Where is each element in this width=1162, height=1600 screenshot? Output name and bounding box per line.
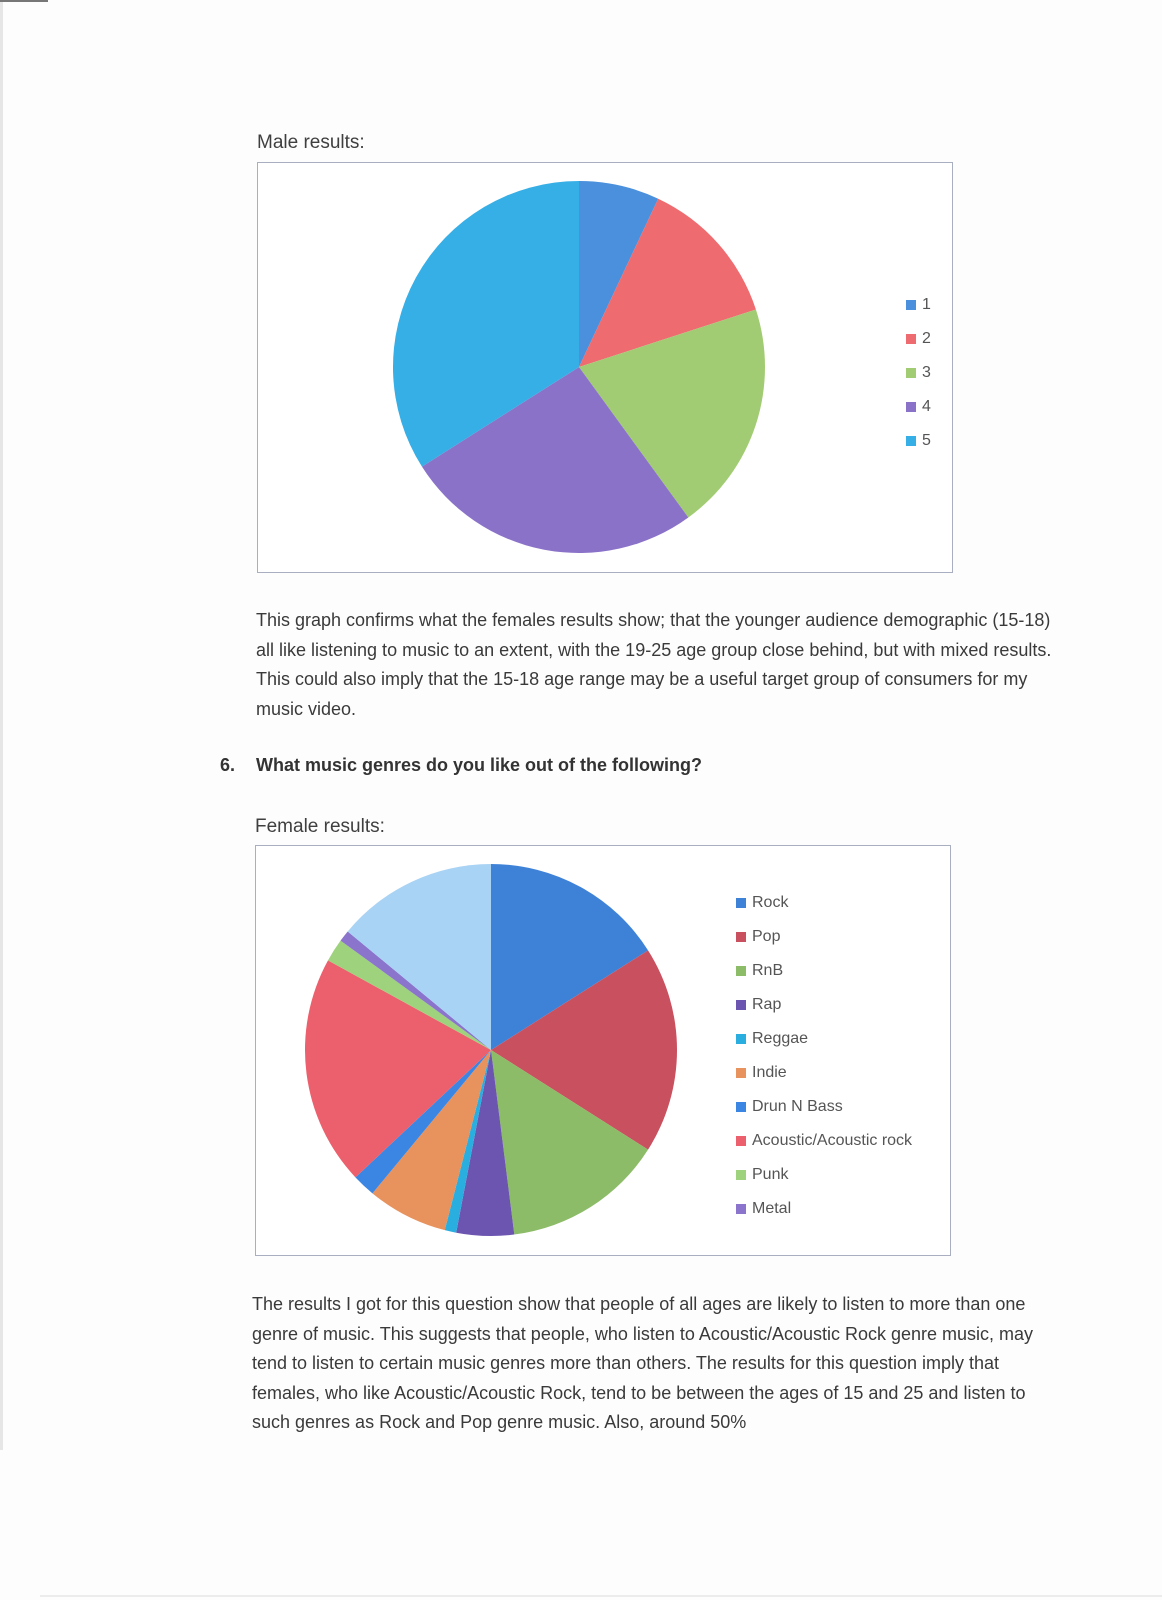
legend-item [736, 1158, 912, 1192]
legend-item [736, 988, 912, 1022]
legend-item [736, 1022, 912, 1056]
question-6 [220, 755, 702, 776]
question-number: 6. [220, 755, 236, 775]
legend-label: Rock [752, 894, 789, 911]
legend-label: Rap [752, 996, 782, 1013]
legend-item [736, 954, 912, 988]
legend-item [736, 1192, 912, 1226]
legend-swatch [736, 932, 746, 942]
legend-item [736, 920, 912, 954]
legend-item [906, 356, 931, 390]
female-results-caption: Female results: [255, 816, 385, 837]
male-pie-chart [257, 162, 953, 573]
legend-label: 1 [922, 296, 931, 313]
legend-item [736, 886, 912, 920]
legend-swatch [906, 300, 916, 310]
legend-swatch [906, 368, 916, 378]
legend-swatch [736, 1102, 746, 1112]
legend-label: RnB [752, 962, 784, 979]
legend-item [736, 1090, 912, 1124]
scan-edge [0, 0, 3, 1450]
male-results-caption: Male results: [257, 132, 365, 153]
legend-swatch [906, 334, 916, 344]
legend-item [906, 322, 931, 356]
legend-swatch [906, 436, 916, 446]
legend-swatch [736, 1068, 746, 1078]
legend-swatch [736, 1034, 746, 1044]
legend-label: Reggae [752, 1030, 809, 1047]
legend-swatch [906, 402, 916, 412]
legend-label: Indie [752, 1064, 787, 1081]
legend-swatch [736, 1170, 746, 1180]
male-pie-svg [258, 163, 952, 572]
question-text: What music genres do you like out of the following? [256, 755, 703, 775]
female-pie-chart [255, 845, 951, 1256]
legend-swatch [736, 966, 746, 976]
legend-item [736, 1124, 912, 1158]
scan-mark [0, 0, 48, 2]
legend-label: 2 [922, 330, 931, 347]
male-chart-legend [906, 288, 931, 458]
legend-swatch [736, 898, 746, 908]
legend-label: Metal [752, 1200, 792, 1217]
female-analysis-paragraph: The results I got for this question show that people of all ages are likely to listen to more than one genre of music. This suggests that people, who listen to Acoustic/Acoustic Rock genre music, may tend to listen to certain music genres more than others. The results for this question imply that females, who like Acoustic/Acoustic Rock, tend to be between the ages of 15 and 25 and listen to such genres as Rock and Pop genre music. Also, around 50% [252, 1294, 1034, 1432]
legend-item [736, 1056, 912, 1090]
legend-swatch [736, 1136, 746, 1146]
scan-edge [40, 1595, 1162, 1597]
female-chart-legend [736, 886, 912, 1226]
legend-swatch [736, 1204, 746, 1214]
male-analysis-paragraph: This graph confirms what the females results show; that the younger audience demographic (15-18) all like listening to music to an extent, with the 19-25 age group close behind, but with mixed results. This could also imply that the 15-18 age range may be a useful target group of consumers for my music video. [256, 610, 1052, 719]
legend-label: 4 [922, 398, 931, 415]
legend-label: 3 [922, 364, 931, 381]
legend-label: Punk [752, 1166, 789, 1183]
legend-label: Pop [752, 928, 781, 945]
legend-item [906, 424, 931, 458]
legend-swatch [736, 1000, 746, 1010]
legend-label: Drun N Bass [752, 1098, 843, 1115]
legend-label: 5 [922, 432, 931, 449]
legend-item [906, 390, 931, 424]
legend-label: Acoustic/Acoustic rock [752, 1132, 913, 1149]
legend-item [906, 288, 931, 322]
